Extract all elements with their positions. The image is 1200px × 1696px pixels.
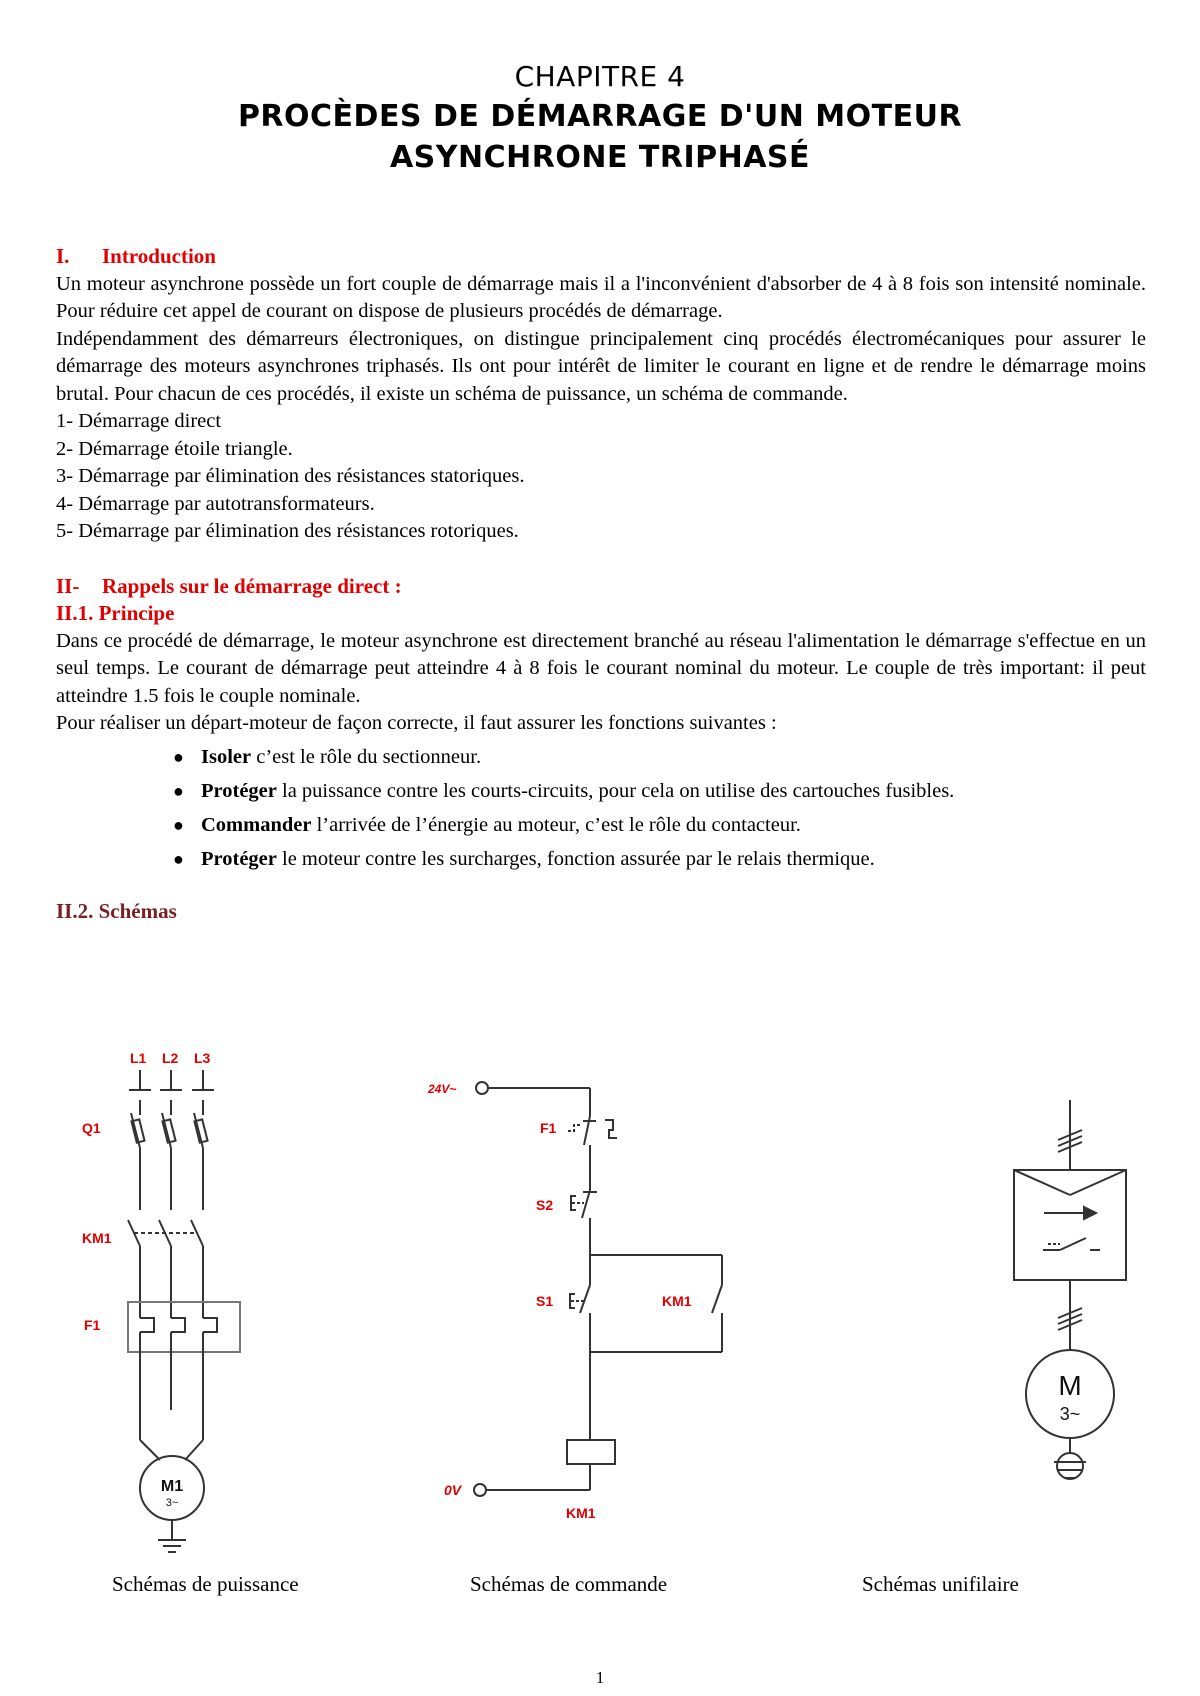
km1-contact-label: KM1 — [662, 1293, 692, 1309]
principe-paragraph-2: Pour réaliser un départ-moteur de façon correcte, il faut assurer les fonctions suivantes : — [56, 712, 777, 734]
motor-m1-sub-label: 3~ — [165, 1497, 179, 1509]
chapter-title-line-2: ASYNCHRONE TRIPHASÉ — [389, 140, 811, 175]
main-text — [56, 243, 1146, 925]
supply-0v-label: 0V — [444, 1482, 462, 1498]
list-item: 1- Démarrage direct — [56, 410, 222, 432]
subsection-heading-schemas: II.2. Schémas — [56, 898, 177, 923]
km1-power-label: KM1 — [82, 1230, 112, 1246]
motor-m1-label: M1 — [160, 1478, 184, 1495]
chapter-title — [0, 60, 1200, 175]
list-item: ● Commander l’arrivée de l’énergie au moteur, c’est le rôle du contacteur. — [201, 808, 1146, 842]
list-item: 4- Démarrage par autotransformateurs. — [56, 492, 375, 515]
km1-coil-label: KM1 — [566, 1505, 596, 1521]
caption-control: Schémas de commande — [470, 1572, 668, 1596]
list-item: 3- Démarrage par élimination des résistances statoriques. — [56, 465, 525, 487]
phase-label-l1: L1 — [130, 1050, 147, 1066]
phase-label-l2: L2 — [162, 1050, 179, 1066]
section-heading-introduction: I. Introduction — [56, 244, 216, 268]
list-item: 5- Démarrage par élimination des résistances rotoriques. — [56, 520, 519, 542]
list-item: ● Isoler c’est le rôle du sectionneur. — [201, 740, 1146, 774]
supply-24v-label: 24V~ — [428, 1082, 457, 1096]
intro-paragraph-2: Indépendamment des démarreurs électroniques, on distingue principalement cinq procédés électromécaniques pour assurer le démarrage des moteurs asynchrones triphasés. Ils ont pour intérêt de limiter le courant en ligne et de rendre le démarrage moins brutal. Pour chacun de ces procédés, il existe un schéma de puissance, un schéma de commande. — [56, 327, 1146, 405]
function-list — [56, 740, 1146, 876]
motor-m-sub-label: 3~ — [1059, 1404, 1081, 1424]
list-item: ● Protéger la puissance contre les courts-circuits, pour cela on utilise des cartouches fusibles. — [201, 774, 1146, 808]
bullet-icon: ● — [173, 814, 184, 835]
s1-label: S1 — [536, 1293, 554, 1309]
principe-paragraph-1: Dans ce procédé de démarrage, le moteur asynchrone est directement branché au réseau l'alimentation le démarrage s'effectue en un seul temps. Le courant de démarrage peut atteindre 4 à 8 fois le courant nominal du moteur. Le couple de très important: il peut atteindre 1.5 fois le couple nominale. — [56, 629, 1146, 707]
f1-power-label: F1 — [84, 1317, 101, 1333]
chapter-title-line-1: PROCÈDES DE DÉMARRAGE D'UN MOTEUR — [237, 99, 963, 134]
chapter-number: CHAPITRE 4 — [514, 60, 686, 93]
electrical-schematics — [0, 1015, 1200, 1555]
bullet-icon: ● — [173, 848, 184, 869]
motor-m-label: M — [1058, 1370, 1082, 1401]
section-heading-direct-start: II- Rappels sur le démarrage direct : — [56, 573, 402, 598]
list-item: 2- Démarrage étoile triangle. — [56, 437, 293, 460]
list-item: ● Protéger le moteur contre les surcharges, fonction assurée par le relais thermique. — [201, 842, 1146, 876]
subsection-heading-principe: II.1. Principe — [56, 601, 175, 625]
s2-label: S2 — [536, 1197, 554, 1213]
f1-control-label: F1 — [540, 1120, 557, 1136]
caption-power: Schémas de puissance — [112, 1572, 299, 1596]
page-number: 1 — [595, 1668, 605, 1687]
control-diagram — [474, 1082, 722, 1496]
bullet-icon: ● — [173, 780, 184, 801]
diagrams-area — [0, 1015, 1200, 1555]
procedure-list — [56, 408, 1146, 546]
caption-single-line: Schémas unifilaire — [862, 1572, 1019, 1596]
q1-label: Q1 — [82, 1120, 101, 1136]
intro-paragraph-1: Un moteur asynchrone possède un fort couple de démarrage mais il a l'inconvénient d'absorber de 4 à 8 fois son intensité nominale. Pour réduire cet appel de courant on dispose de plusieurs procédés de démarrage. — [56, 272, 1146, 322]
phase-label-l3: L3 — [194, 1050, 211, 1066]
bullet-icon: ● — [173, 746, 184, 767]
power-diagram — [128, 1070, 240, 1552]
